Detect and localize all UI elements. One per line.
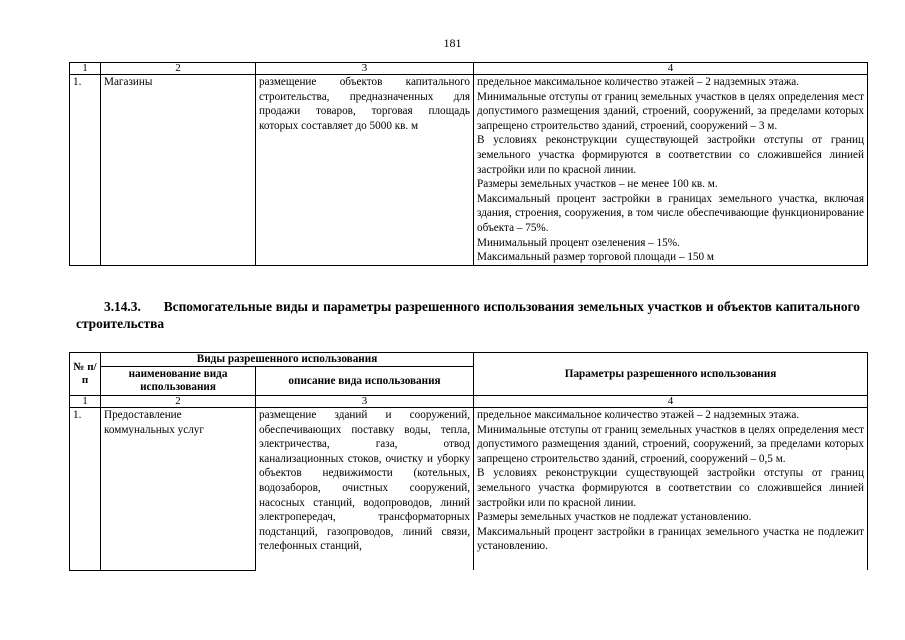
parameter-line: В условиях реконструкции существующей застройки отступы от границ земельного участка формируются в соответствии со сложившейся линией застройки или по красной линии. bbox=[477, 467, 865, 509]
parameter-line: В условиях реконструкции существующей застройки отступы от границ земельного участка формируются в соответствии со сложившейся линией застройки или по красной линии. bbox=[477, 134, 864, 176]
page-number: 181 bbox=[443, 36, 462, 50]
section-number: 3.14.3. bbox=[104, 299, 141, 314]
header-group: Виды разрешенного использования bbox=[101, 353, 474, 367]
parameter-line: Размеры земельных участков не подлежат установлению. bbox=[477, 511, 752, 524]
table-header-row bbox=[70, 353, 868, 367]
col-number: 4 bbox=[474, 396, 868, 408]
parameter-line: Максимальный процент застройки в границах земельного участка, включая здания, строения, сооружения, в том числе обеспечивающие функционирование объекта – 75%. bbox=[477, 192, 864, 234]
use-parameters bbox=[474, 75, 868, 266]
parameter-line: Минимальные отступы от границ земельных участков в целях определения мест допустимого размещения зданий, строений, сооружений, за пределами которых запрещено строительство зданий, строений, сооружений – 3 м. bbox=[477, 90, 864, 132]
col-number: 2 bbox=[101, 396, 256, 408]
header-params: Параметры разрешенного использования bbox=[474, 353, 868, 396]
table-auxiliary-uses bbox=[69, 352, 868, 571]
parameter-line: Минимальные отступы от границ земельных участков в целях определения мест допустимого размещения зданий, строений, сооружений, за пределами которых запрещено строительство зданий, строений, сооружений – 0,5 м. bbox=[477, 423, 865, 465]
section-heading bbox=[76, 298, 860, 332]
col-number: 3 bbox=[256, 396, 474, 408]
use-description: размещение объектов капитального строительства, предназначенных для продажи товаров, торговая площадь которых составляет до 5000 кв. м bbox=[256, 75, 474, 266]
parameter-line: предельное максимальное количество этажей – 2 надземных этажа. bbox=[477, 76, 800, 88]
col-number: 1 bbox=[70, 396, 101, 408]
use-description-cell bbox=[256, 408, 474, 571]
col-number: 1 bbox=[70, 63, 101, 75]
header-number: № п/п bbox=[70, 353, 101, 396]
row-number: 1. bbox=[70, 408, 101, 571]
section-title: Вспомогательные виды и параметры разрешенного использования земельных участков и объектов капитального строительства bbox=[76, 299, 860, 331]
col-number: 3 bbox=[256, 63, 474, 75]
header-description: описание вида использования bbox=[256, 367, 474, 396]
use-name: Предоставление коммунальных услуг bbox=[101, 408, 256, 571]
parameter-line: Минимальный процент озеленения – 15%. bbox=[477, 236, 680, 249]
use-description: размещение зданий и сооружений, обеспечивающих поставку воды, тепла, электричества, газа, отвод канализационных стоков, очистку и уборку объектов недвижимости (котельных, водозаборов, очистных сооружений, насосных станций, водопроводов, линий электропередач, трансформаторных подстанций, газопроводов, линий связи, телефонных станций, bbox=[259, 409, 471, 553]
column-number-row bbox=[70, 63, 868, 75]
parameter-line: Размеры земельных участков – не менее 100 кв. м. bbox=[477, 178, 718, 191]
column-number-row bbox=[70, 396, 868, 408]
parameter-line: Максимальный процент застройки в границах земельного участка не подлежит установлению. bbox=[477, 525, 865, 553]
use-name: Магазины bbox=[101, 75, 256, 266]
use-parameters bbox=[474, 408, 868, 571]
table-row bbox=[70, 75, 868, 266]
parameter-line: Максимальный размер торговой площади – 150 м bbox=[477, 251, 715, 264]
col-number: 2 bbox=[101, 63, 256, 75]
row-number: 1. bbox=[70, 75, 101, 266]
table-row bbox=[70, 408, 868, 571]
parameter-line: предельное максимальное количество этажей – 2 надземных этажа. bbox=[477, 409, 800, 421]
col-number: 4 bbox=[474, 63, 868, 75]
table-main-uses bbox=[69, 62, 868, 266]
header-name: наименование вида использования bbox=[101, 367, 256, 396]
